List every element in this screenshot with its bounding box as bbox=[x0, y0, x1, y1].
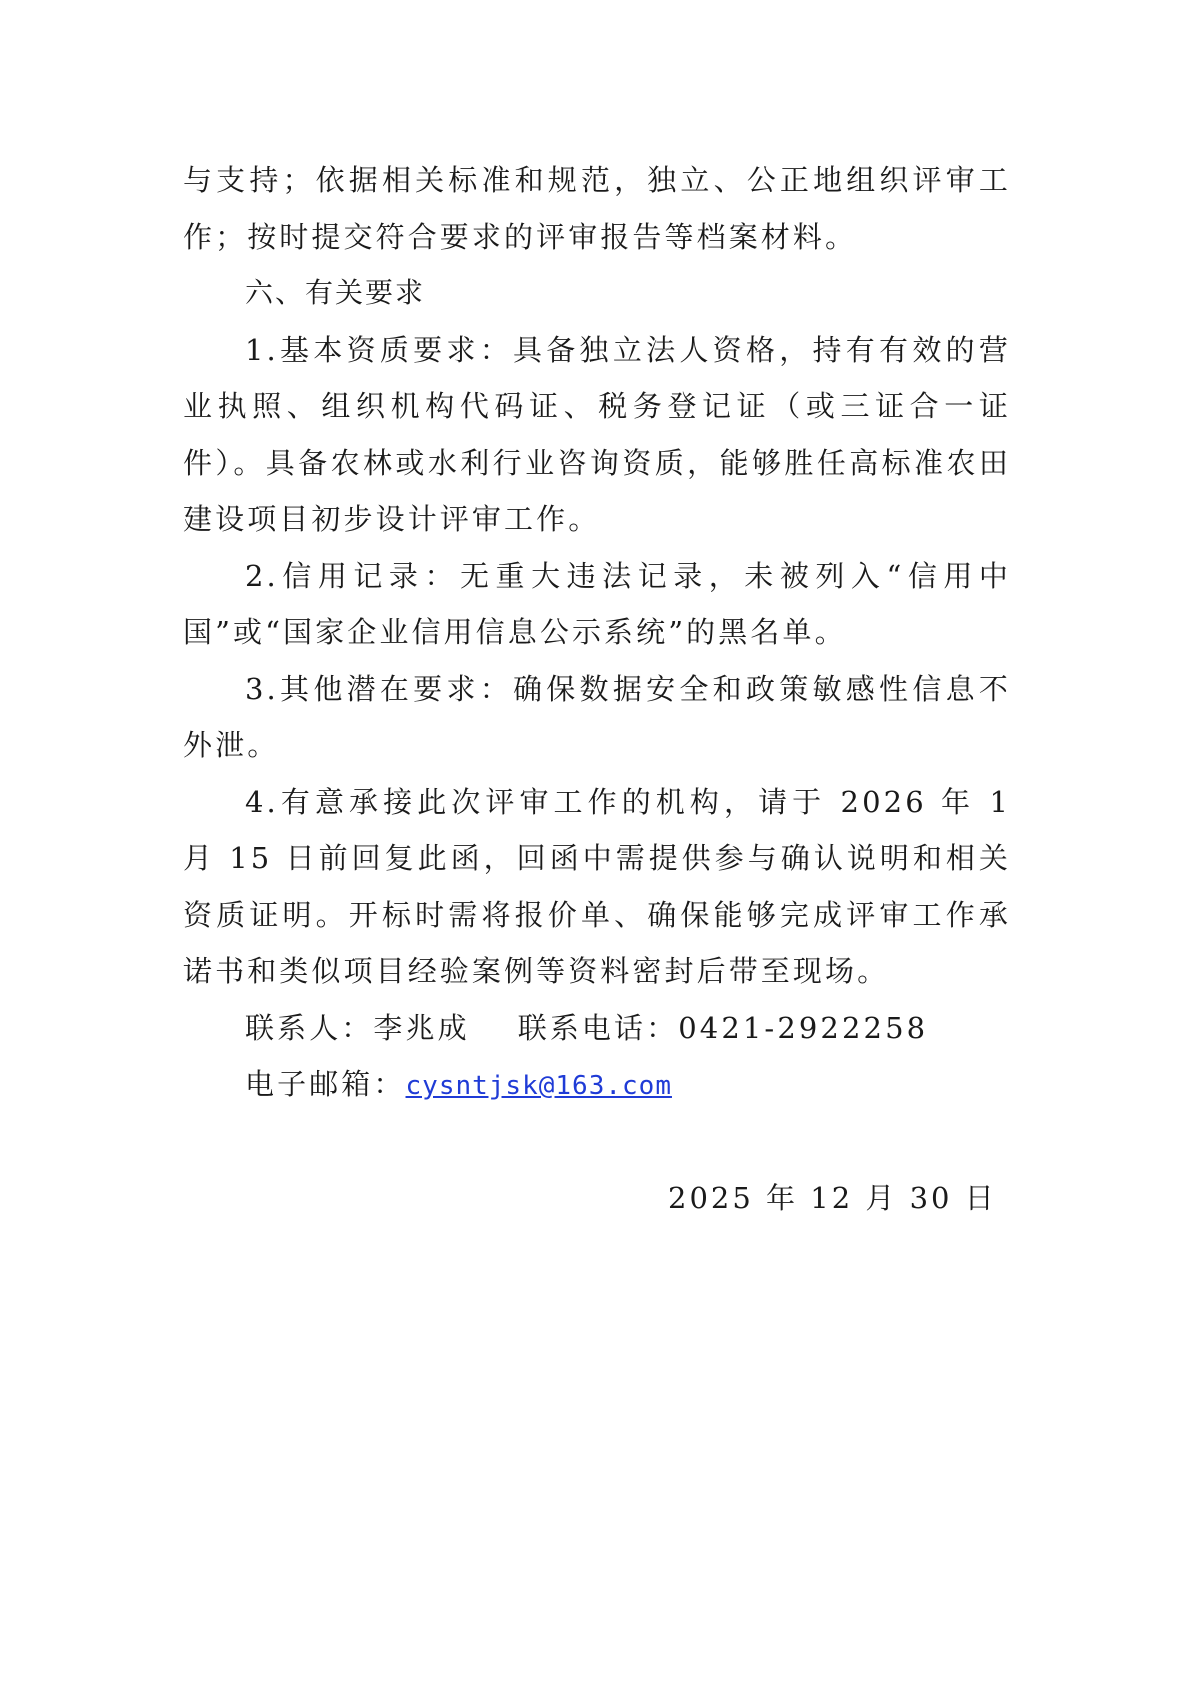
email-label: 电子邮箱： bbox=[245, 1067, 406, 1101]
contact-line bbox=[183, 1000, 1011, 1057]
contact-person-name: 李兆成 bbox=[373, 1010, 470, 1045]
requirement-item-4: 4.有意承接此次评审工作的机构，请于 2026 年 1 月 15 日前回复此函，回函中需提供参与确认说明和相关资质证明。开标时需将报价单、确保能够完成评审工作承诺书和类似项目经验案例等资料密封后带至现场。 bbox=[183, 784, 1011, 988]
document-body bbox=[183, 152, 1011, 1115]
contact-person-label: 联系人： bbox=[245, 1010, 374, 1045]
document-date: 2025 年 12 月 30 日 bbox=[668, 1181, 997, 1215]
email-line bbox=[183, 1056, 1011, 1115]
requirement-item-1: 1.基本资质要求：具备独立法人资格，持有有效的营业执照、组织机构代码证、税务登记证（或三证合一证件）。具备农林或水利行业咨询资质，能够胜任高标准农田建设项目初步设计评审工作。 bbox=[183, 332, 1011, 536]
section-heading: 六、有关要求 bbox=[245, 276, 426, 309]
contact-phone: 0421-2922258 bbox=[678, 1010, 929, 1045]
requirement-item-3: 3.其他潜在要求：确保数据安全和政策敏感性信息不外泄。 bbox=[183, 671, 1011, 762]
email-link[interactable]: cysntjsk@163.com bbox=[405, 1071, 672, 1101]
contact-phone-label: 联系电话： bbox=[517, 1010, 679, 1045]
paragraph-continuation: 与支持；依据相关标准和规范，独立、公正地组织评审工作；按时提交符合要求的评审报告等档案材料。 bbox=[183, 163, 1011, 254]
requirement-item-2: 2.信用记录：无重大违法记录，未被列入“信用中国”或“国家企业信用信息公示系统”的黑名单。 bbox=[183, 558, 1011, 649]
